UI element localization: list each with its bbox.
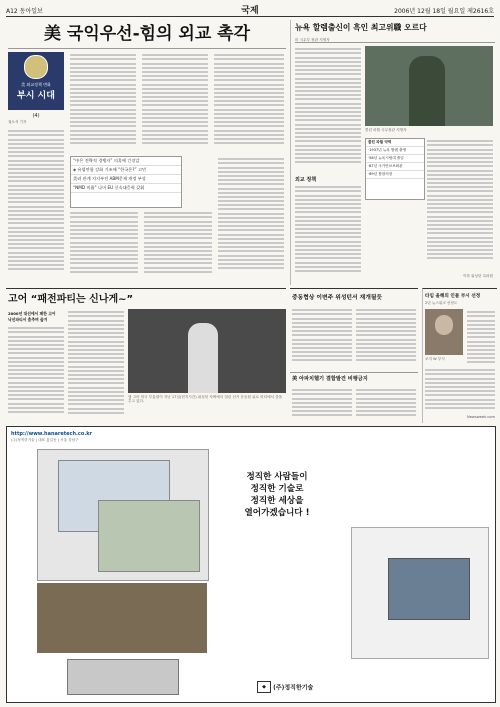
profile-box xyxy=(365,138,425,200)
ad-slogan-line-1: 정직한 사람들이 xyxy=(246,472,308,482)
right-top-story xyxy=(290,20,499,285)
right-top-col-3 xyxy=(427,138,493,272)
ad-main-image xyxy=(37,583,207,653)
apache-col-2 xyxy=(356,387,416,421)
issue-date: 2006년 12월 18일 월요일 제2616호 xyxy=(394,8,494,15)
right-top-subhead: 미 국무부 장관 지명자 xyxy=(295,38,495,43)
mideast-story xyxy=(290,288,418,371)
party-photo xyxy=(128,309,286,393)
right-top-col-1 xyxy=(295,46,361,174)
badge-seal-icon xyxy=(24,55,48,79)
page-number: A12 동아일보 xyxy=(6,8,43,15)
right-top-headline: 뉴욕 할렘출신이 흑인 최고위職 오르다 xyxy=(295,23,427,32)
ad-slogan-line-3: 정직한 세상을 xyxy=(250,496,304,506)
profile-item-2: ·58년 뉴욕시립대 졸업 xyxy=(366,155,424,163)
series-badge xyxy=(8,52,64,110)
ad-window-2 xyxy=(98,500,200,572)
photo-dancer xyxy=(188,323,218,393)
bullet-3: 美러 관계 지지부진 ABM문제 개정 부상 xyxy=(71,175,181,184)
ad-slogan-line-4: 열어가겠습니다 ! xyxy=(244,508,310,518)
time-sidebar-title: 타임 올해의 인물 부시 선정 xyxy=(425,294,481,299)
gore-col-1 xyxy=(8,325,64,421)
bush-photo xyxy=(425,309,463,355)
photo-figure xyxy=(409,56,445,126)
profile-item-3: ·87년 국가안보보좌관 xyxy=(366,163,424,171)
time-sidebar-sub: 2년 뉴스위크 선정도 xyxy=(425,301,458,305)
section-title: 국제 xyxy=(241,6,259,16)
lead-col-4 xyxy=(214,52,284,152)
profile-item-1: ·1937년 뉴욕 할렘 출생 xyxy=(366,147,424,155)
lead-col-3 xyxy=(142,52,208,152)
ad-screen-collage xyxy=(37,449,209,581)
ad-slogan-line-2: 정직한 기술로 xyxy=(250,484,304,494)
ad-product-panel xyxy=(351,527,489,659)
advertisement xyxy=(6,426,496,703)
bullet-1: “中은 전략적 경쟁자” 의혹에 긴장감 xyxy=(71,157,181,166)
lead-col-7 xyxy=(218,156,284,282)
powell-photo-caption: 콜린 파월 국무장관 지명자 xyxy=(365,128,407,132)
party-photo-caption: 앨 고어 미국 부통령이 지난 17일(현지시간) 워싱턴 자택에서 열린 선거 운동원 위로 파티에서 춤을 추고 있다. xyxy=(128,395,283,404)
page-header xyxy=(6,4,494,17)
ad-logo xyxy=(257,681,347,695)
ad-logo-text: (주)정직한기술 xyxy=(273,684,314,692)
time-credit: Newsweek.com xyxy=(467,415,495,419)
lead-headline: 美 국익우선-힘의 외교 촉각 xyxy=(8,20,286,49)
bullet-2: ◈ 유럽연합 강화 기조에 “한국은?” 고민 xyxy=(71,166,181,175)
photo-head xyxy=(435,315,453,335)
lead-col-1 xyxy=(8,128,64,280)
time-col-2 xyxy=(425,367,495,413)
time-col-1 xyxy=(467,309,495,369)
mideast-col-1 xyxy=(292,307,352,369)
ad-url[interactable]: http://www.hanaretech.co.kr xyxy=(11,431,93,437)
ad-logo-icon: ◆ xyxy=(257,681,271,693)
gore-col-2 xyxy=(68,309,124,421)
lead-col-5 xyxy=(70,210,138,282)
ad-slogan xyxy=(217,471,337,519)
gore-subhead-1: 2000년 대선에서 패한 고어 xyxy=(8,311,56,316)
badge-top: 美 외교정책 변화 xyxy=(21,82,51,87)
apache-headline: 美 아파치헬기 결함발견 비행금지 xyxy=(292,376,368,382)
lead-col-2 xyxy=(70,52,136,152)
gore-headline: 고어 “패전파티는 신나게~” xyxy=(8,294,134,305)
lead-story xyxy=(6,20,286,285)
time-sidebar xyxy=(422,288,497,423)
gore-subhead-2: 낙선파티서 춤추며 즐겨 xyxy=(8,317,48,322)
ad-company-line: (주)정직한기술 | 대표 홍길동 | 서울 강남구 xyxy=(11,438,79,442)
gore-story xyxy=(6,288,286,423)
right-top-col-2 xyxy=(295,184,361,280)
apache-story xyxy=(290,372,418,423)
apache-col-1 xyxy=(292,387,352,421)
mideast-col-2 xyxy=(356,307,416,369)
badge-title: 부시 시대 xyxy=(17,91,55,101)
lead-col-6 xyxy=(144,210,212,282)
lead-byline: 권오석 기자 xyxy=(8,120,27,124)
profile-title: 콜린 파월 약력 xyxy=(366,139,424,147)
ad-product-window xyxy=(388,558,470,620)
powell-photo xyxy=(365,46,493,126)
right-top-small-heading: 외교 정책 xyxy=(295,177,317,183)
bullet-4: “NMD 미흡” 나머 EU 신속대응력 갖춰 xyxy=(71,184,181,193)
series-number: (4) xyxy=(32,113,40,119)
right-top-byline: 이하 워싱턴 특파원 xyxy=(462,274,493,278)
ad-laptop xyxy=(67,659,179,695)
mideast-headline: 중동협상 이변주 위성턴서 재개될듯 xyxy=(292,295,383,301)
bush-photo-caption: 조지 W 부시 xyxy=(425,357,445,361)
profile-item-4: ·89년 합참의장 xyxy=(366,171,424,179)
lead-bullet-box xyxy=(70,156,182,208)
